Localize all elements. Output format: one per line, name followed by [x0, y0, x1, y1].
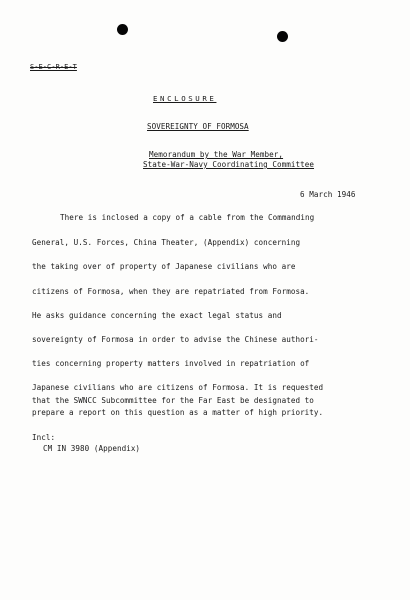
enclosures-label: Incl:	[32, 433, 56, 442]
body-line: sovereignty of Formosa in order to advise the Chinese authori-	[32, 335, 319, 344]
punch-hole-left	[117, 24, 128, 35]
body-line: the taking over of property of Japanese civilians who are	[32, 262, 296, 271]
classification-marking: S-E-C-R-E-T	[30, 63, 77, 71]
body-line: There is inclosed a copy of a cable from the Commanding	[60, 213, 315, 222]
body-line: General, U.S. Forces, China Theater, (Appendix) concerning	[32, 238, 301, 247]
enclosure-item: CM IN 3980 (Appendix)	[43, 444, 141, 453]
body-line: Japanese civilians who are citizens of Formosa. It is requested	[32, 383, 324, 392]
enclosure-heading: ENCLOSURE	[153, 94, 217, 103]
memo-from-line-1: Memorandum by the War Member,	[149, 150, 284, 159]
body-line: prepare a report on this question as a matter of high priority.	[32, 408, 324, 417]
body-line: ties concerning property matters involved in repatriation of	[32, 359, 310, 368]
punch-hole-right	[277, 31, 288, 42]
body-line: that the SWNCC Subcommittee for the Far East be designated to	[32, 396, 314, 405]
body-line: He asks guidance concerning the exact legal status and	[32, 311, 282, 320]
subject-title: SOVEREIGNTY OF FORMOSA	[147, 122, 249, 131]
document-date: 6 March 1946	[300, 190, 356, 199]
memo-from-line-2: State-War-Navy Coordinating Committee	[143, 160, 315, 169]
body-line: citizens of Formosa, when they are repatriated from Formosa.	[32, 287, 310, 296]
